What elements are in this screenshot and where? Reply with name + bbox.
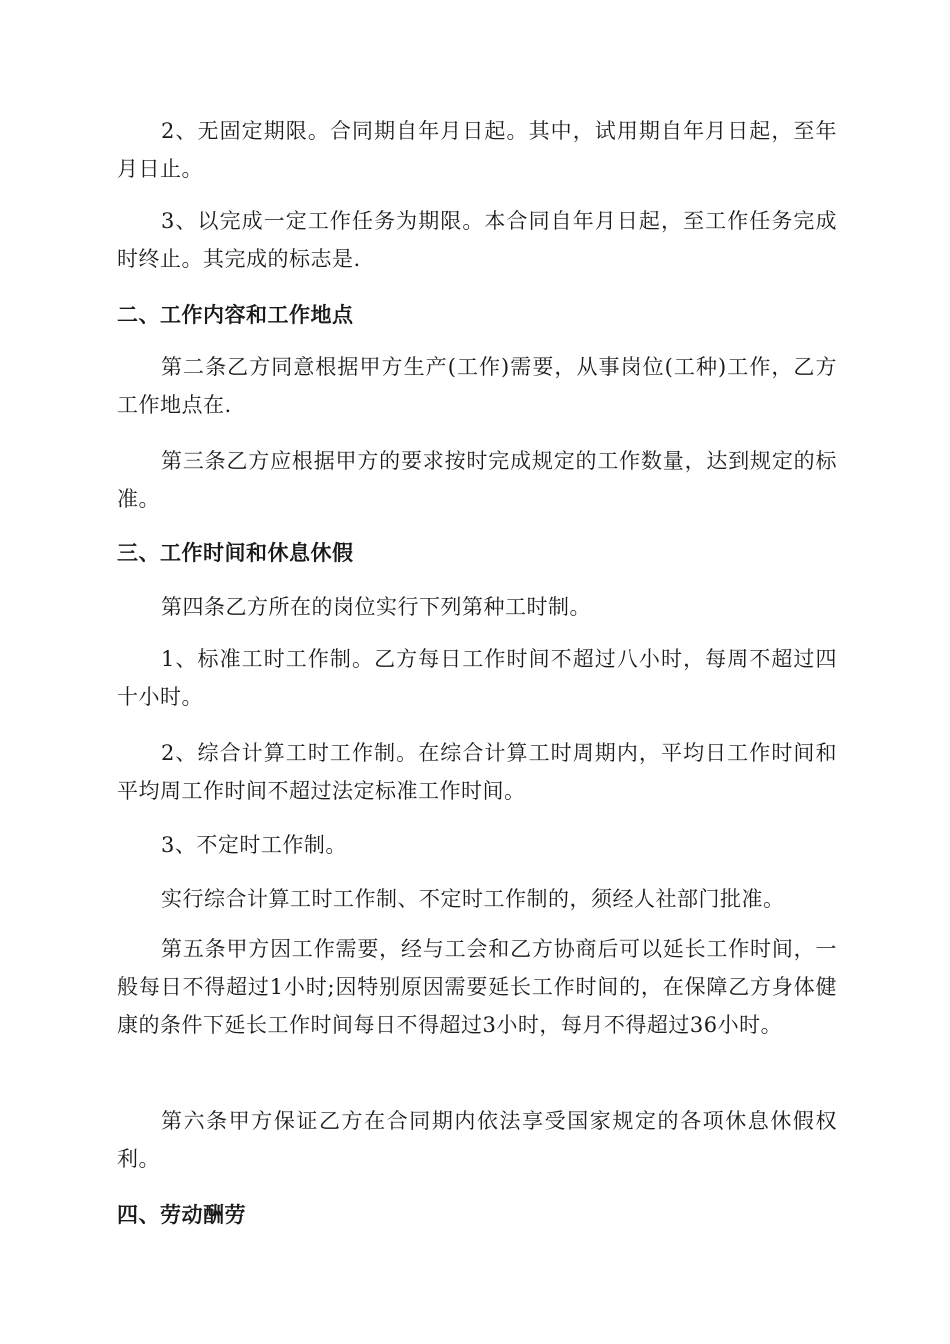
paragraph-comprehensive-hours: 2、综合计算工时工作制。在综合计算工时周期内，平均日工作时间和平均周工作时间不超过法定标准工作时间。 (117, 741, 837, 803)
paragraph-standard-hours: 1、标准工时工作制。乙方每日工作时间不超过八小时，每周不超过四十小时。 (117, 647, 837, 709)
section-heading-work-hours: 三、工作时间和休息休假 (117, 540, 354, 565)
paragraph-article-5: 第五条甲方因工作需要，经与工会和乙方协商后可以延长工作时间，一般每日不得超过1小时;因特别原因需要延长工作时间的，在保障乙方身体健康的条件下延长工作时间每日不得超过3小时，每月不得超过36小时。 (117, 937, 837, 1037)
paragraph-approval: 实行综合计算工时工作制、不定时工作制的，须经人社部门批准。 (161, 887, 785, 911)
paragraph-task-term: 3、以完成一定工作任务为期限。本合同自年月日起，至工作任务完成时终止。其完成的标志是. (117, 209, 837, 271)
paragraph-article-3: 第三条乙方应根据甲方的要求按时完成规定的工作数量，达到规定的标准。 (117, 449, 837, 511)
section-heading-remuneration: 四、劳动酬劳 (117, 1202, 246, 1227)
section-heading-work-content: 二、工作内容和工作地点 (117, 302, 354, 327)
paragraph-article-6: 第六条甲方保证乙方在合同期内依法享受国家规定的各项休息休假权利。 (117, 1109, 837, 1171)
paragraph-article-2: 第二条乙方同意根据甲方生产(工作)需要，从事岗位(工种)工作，乙方工作地点在. (117, 355, 837, 417)
paragraph-fixed-term: 2、无固定期限。合同期自年月日起。其中，试用期自年月日起，至年月日止。 (117, 119, 837, 181)
paragraph-flexible-hours: 3、不定时工作制。 (161, 833, 347, 857)
paragraph-article-4: 第四条乙方所在的岗位实行下列第种工时制。 (161, 595, 591, 619)
